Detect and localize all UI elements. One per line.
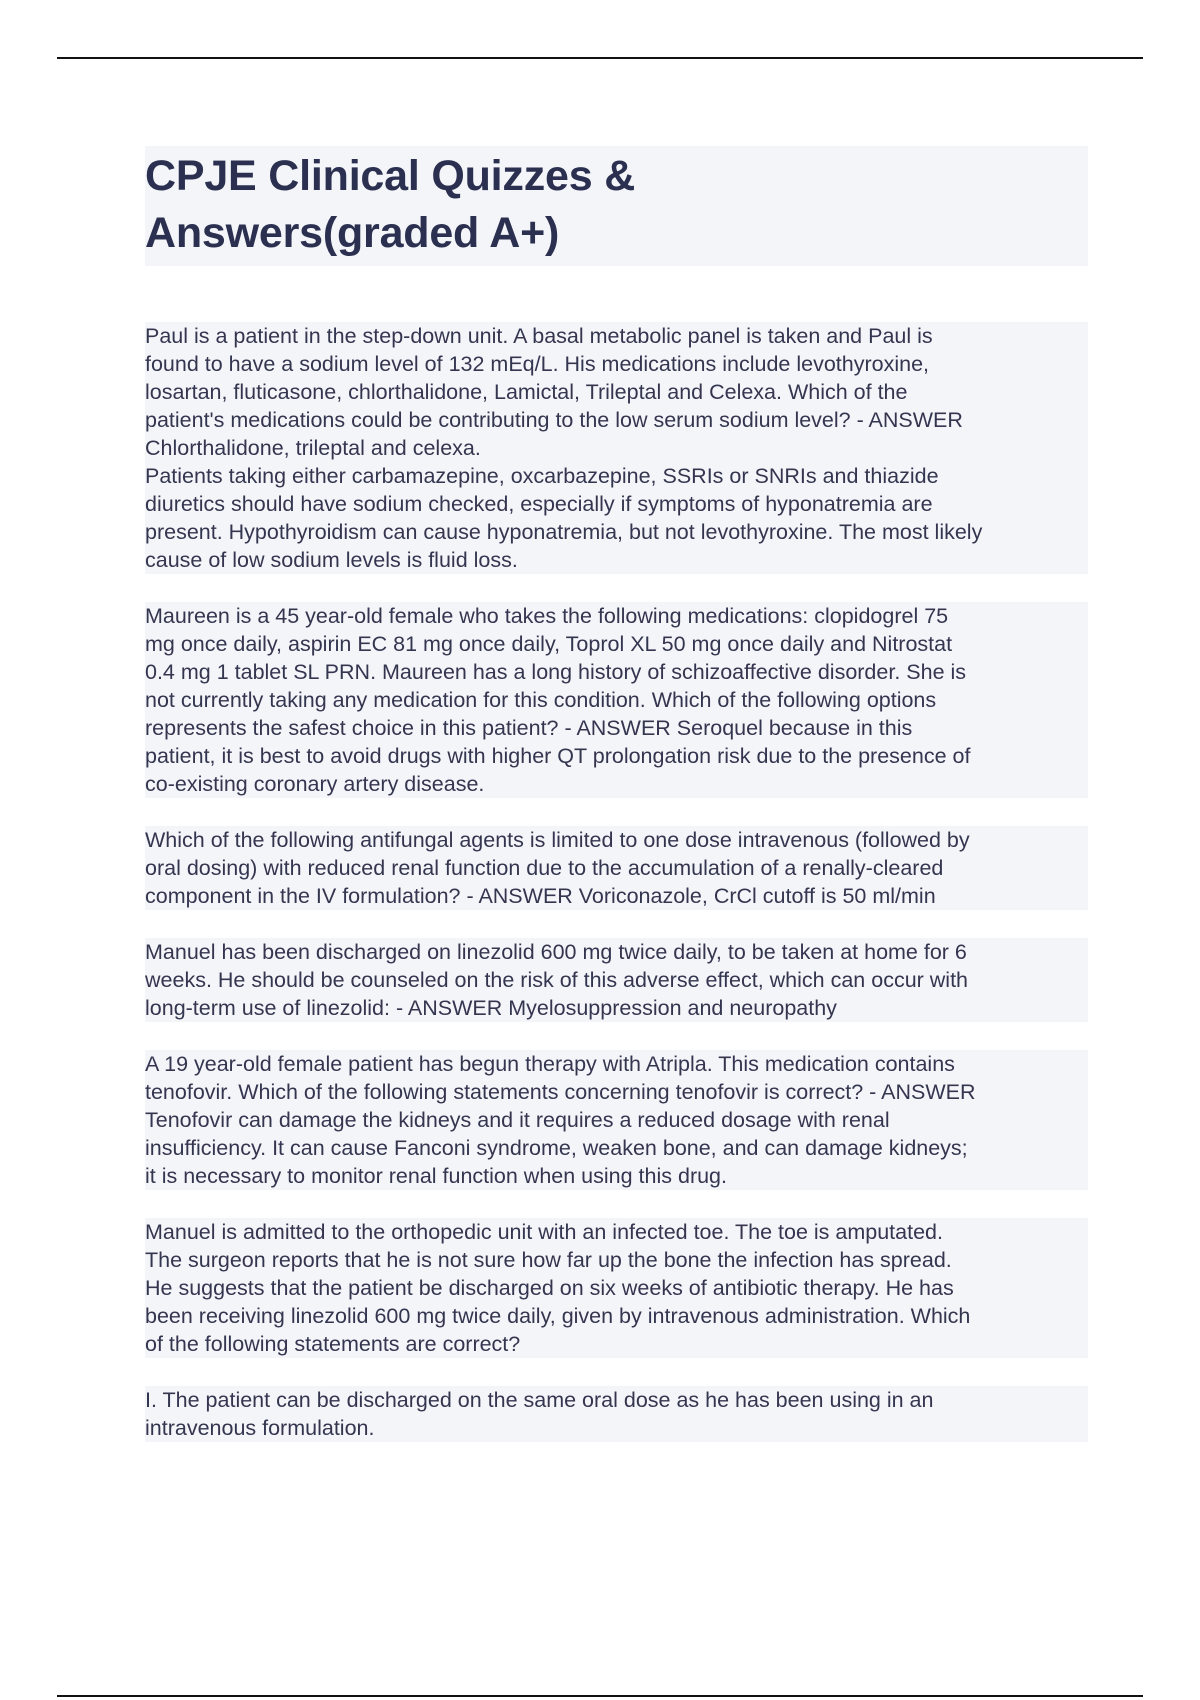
title-block <box>145 146 1088 266</box>
paragraph-line: diuretics should have sodium checked, especially if symptoms of hyponatremia are <box>145 490 1088 518</box>
question-paragraph <box>145 322 1088 574</box>
question-list <box>145 322 1088 1442</box>
paragraph-line: The surgeon reports that he is not sure how far up the bone the infection has spread. <box>145 1246 1088 1274</box>
paragraph-line: intravenous formulation. <box>145 1414 1088 1442</box>
question-paragraph <box>145 602 1088 798</box>
paragraph-line: weeks. He should be counseled on the risk of this adverse effect, which can occur with <box>145 966 1088 994</box>
paragraph-line: A 19 year-old female patient has begun therapy with Atripla. This medication contains <box>145 1050 1088 1078</box>
paragraph-line: represents the safest choice in this patient? - ANSWER Seroquel because in this <box>145 714 1088 742</box>
paragraph-line: I. The patient can be discharged on the same oral dose as he has been using in an <box>145 1386 1088 1414</box>
question-paragraph <box>145 938 1088 1022</box>
paragraph-line: mg once daily, aspirin EC 81 mg once daily, Toprol XL 50 mg once daily and Nitrostat <box>145 630 1088 658</box>
paragraph-line: component in the IV formulation? - ANSWER Voriconazole, CrCl cutoff is 50 ml/min <box>145 882 1088 910</box>
paragraph-line: Manuel has been discharged on linezolid 600 mg twice daily, to be taken at home for 6 <box>145 938 1088 966</box>
paragraph-line: patient's medications could be contributing to the low serum sodium level? - ANSWER <box>145 406 1088 434</box>
paragraph-line: long-term use of linezolid: - ANSWER Myelosuppression and neuropathy <box>145 994 1088 1022</box>
paragraph-line: Maureen is a 45 year-old female who takes the following medications: clopidogrel 75 <box>145 602 1088 630</box>
paragraph-line: Paul is a patient in the step-down unit. A basal metabolic panel is taken and Paul is <box>145 322 1088 350</box>
title-line: CPJE Clinical Quizzes & <box>145 152 636 200</box>
paragraph-line: Patients taking either carbamazepine, oxcarbazepine, SSRIs or SNRIs and thiazide <box>145 462 1088 490</box>
top-divider <box>57 57 1143 59</box>
paragraph-line: He suggests that the patient be discharged on six weeks of antibiotic therapy. He has <box>145 1274 1088 1302</box>
paragraph-line: Manuel is admitted to the orthopedic unit with an infected toe. The toe is amputated. <box>145 1218 1088 1246</box>
paragraph-line: patient, it is best to avoid drugs with higher QT prolongation risk due to the presence of <box>145 742 1088 770</box>
question-paragraph <box>145 1050 1088 1190</box>
paragraph-line: Tenofovir can damage the kidneys and it requires a reduced dosage with renal <box>145 1106 1088 1134</box>
paragraph-line: not currently taking any medication for this condition. Which of the following options <box>145 686 1088 714</box>
question-paragraph <box>145 1386 1088 1442</box>
paragraph-line: of the following statements are correct? <box>145 1330 1088 1358</box>
paragraph-line: losartan, fluticasone, chlorthalidone, Lamictal, Trileptal and Celexa. Which of the <box>145 378 1088 406</box>
paragraph-line: been receiving linezolid 600 mg twice daily, given by intravenous administration. Which <box>145 1302 1088 1330</box>
document-page <box>145 146 1088 1470</box>
title-line: Answers(graded A+) <box>145 209 560 257</box>
paragraph-line: present. Hypothyroidism can cause hyponatremia, but not levothyroxine. The most likely <box>145 518 1088 546</box>
paragraph-line: Which of the following antifungal agents is limited to one dose intravenous (followed by <box>145 826 1088 854</box>
paragraph-line: Chlorthalidone, trileptal and celexa. <box>145 434 1088 462</box>
document-title <box>145 148 1088 262</box>
question-paragraph <box>145 1218 1088 1358</box>
paragraph-line: insufficiency. It can cause Fanconi syndrome, weaken bone, and can damage kidneys; <box>145 1134 1088 1162</box>
paragraph-line: co-existing coronary artery disease. <box>145 770 1088 798</box>
bottom-divider <box>57 1695 1143 1697</box>
paragraph-line: cause of low sodium levels is fluid loss. <box>145 546 1088 574</box>
paragraph-line: it is necessary to monitor renal function when using this drug. <box>145 1162 1088 1190</box>
paragraph-line: tenofovir. Which of the following statements concerning tenofovir is correct? - ANSWER <box>145 1078 1088 1106</box>
question-paragraph <box>145 826 1088 910</box>
paragraph-line: 0.4 mg 1 tablet SL PRN. Maureen has a long history of schizoaffective disorder. She is <box>145 658 1088 686</box>
paragraph-line: oral dosing) with reduced renal function due to the accumulation of a renally-cleared <box>145 854 1088 882</box>
paragraph-line: found to have a sodium level of 132 mEq/L. His medications include levothyroxine, <box>145 350 1088 378</box>
